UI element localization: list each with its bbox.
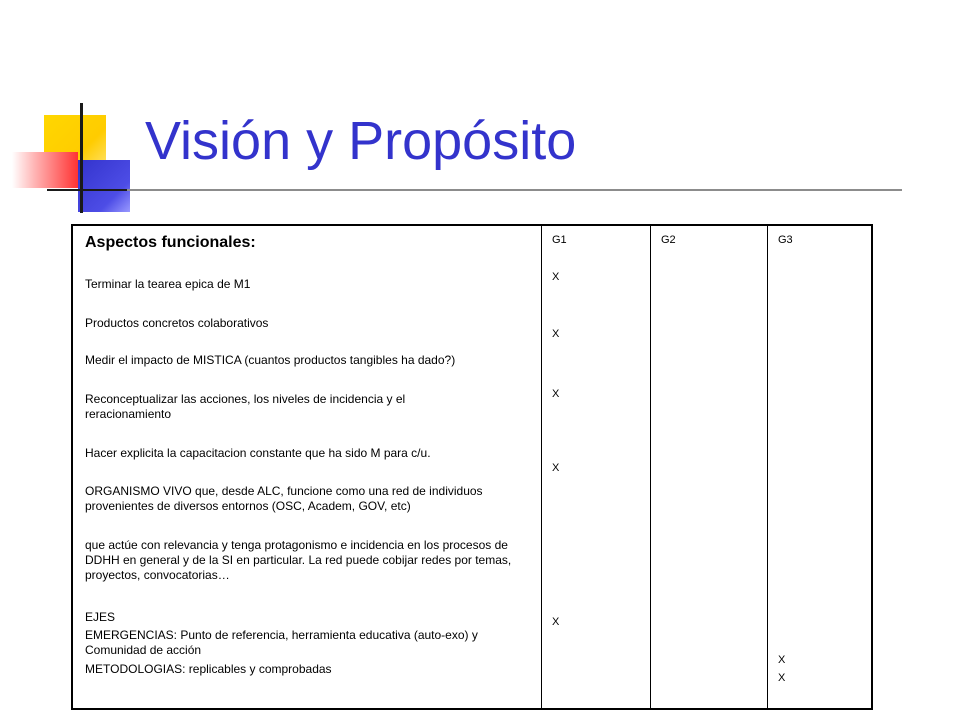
g1-mark: X (552, 388, 560, 400)
g3-mark: X (778, 672, 786, 684)
title-underline-accent (47, 189, 127, 191)
g3-mark: X (778, 654, 786, 666)
aspect-item: EMERGENCIAS: Punto de referencia, herramienta educativa (auto-exo) y Comunidad de acción (85, 628, 478, 657)
aspect-item: Productos concretos colaborativos (85, 316, 269, 330)
g3-column (768, 226, 871, 708)
aspect-item: METODOLOGIAS: replicables y comprobadas (85, 662, 332, 676)
g1-header: G1 (552, 234, 567, 246)
aspects-column (73, 226, 542, 708)
red-bar-decoration (12, 152, 78, 188)
aspect-item: Medir el impacto de MISTICA (cuantos productos tangibles ha dado?) (85, 353, 456, 367)
aspect-item: que actúe con relevancia y tenga protagonismo e incidencia en los procesos de DDHH en general y de la SI en particular. La red puede cobijar redes por temas, proyectos, convocatorias… (85, 538, 512, 582)
aspects-heading: Aspectos funcionales: (85, 234, 256, 251)
aspect-item: Terminar la tearea epica de M1 (85, 277, 251, 291)
vertical-accent-line (80, 103, 83, 213)
aspects-table (71, 224, 873, 710)
title-underline (47, 189, 902, 191)
aspect-item: EJES (85, 610, 116, 624)
slide-title: Visión y Propósito (145, 111, 577, 171)
g1-column (542, 226, 651, 708)
g2-header: G2 (661, 234, 676, 246)
aspect-item: Reconceptualizar las acciones, los niveles de incidencia y el reracionamiento (85, 392, 406, 421)
g1-mark: X (552, 271, 560, 283)
g2-column (651, 226, 768, 708)
aspect-item: ORGANISMO VIVO que, desde ALC, funcione como una red de individuos provenientes de diversos entornos (OSC, Academ, GOV, etc) (85, 484, 483, 513)
blue-square-decoration (78, 160, 130, 212)
g1-mark: X (552, 616, 560, 628)
g1-mark: X (552, 462, 560, 474)
aspect-item: Hacer explicita la capacitacion constante que ha sido M para c/u. (85, 446, 431, 460)
g1-mark: X (552, 328, 560, 340)
g3-header: G3 (778, 234, 793, 246)
